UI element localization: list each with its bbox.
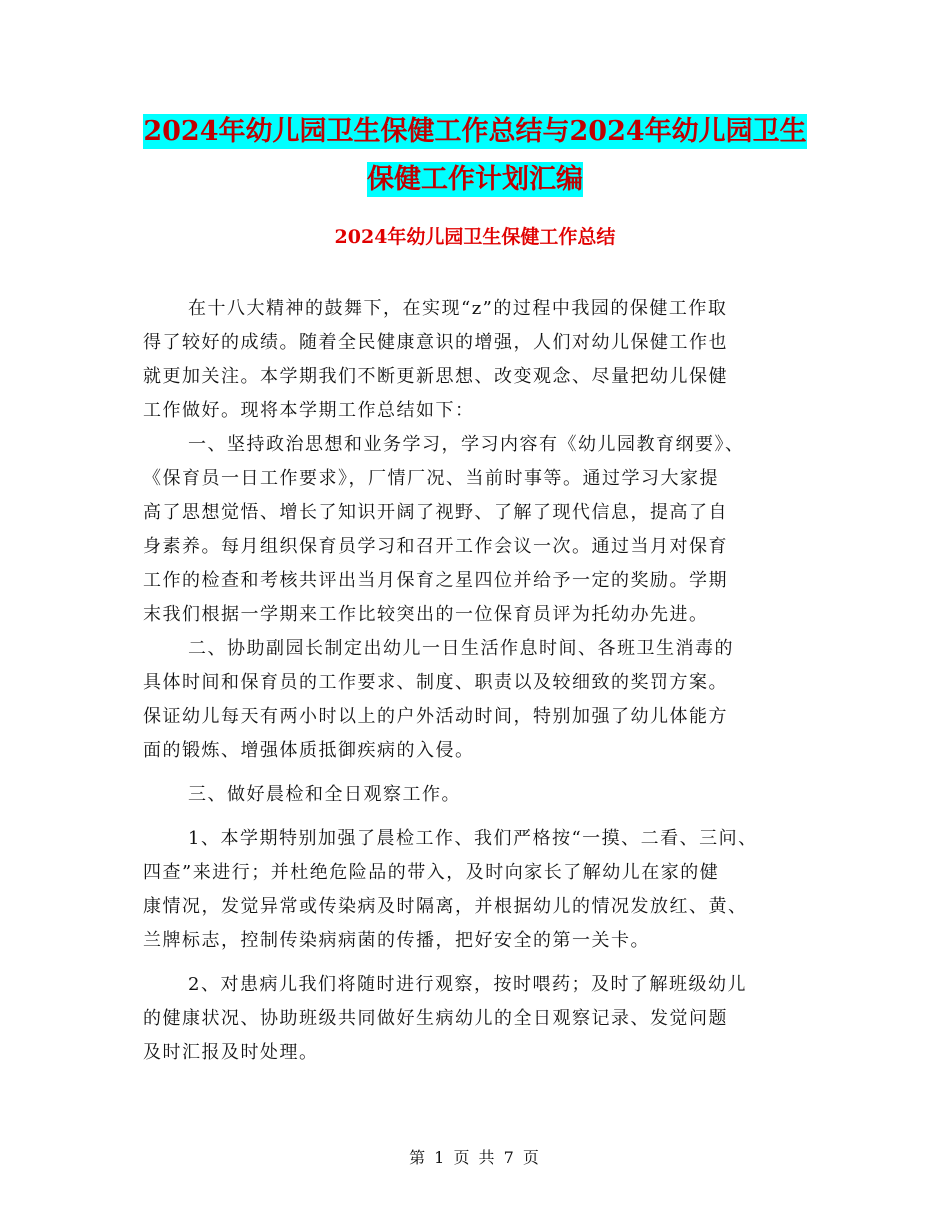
paragraph-line: 二、协助副园长制定出幼儿一日生活作息时间、各班卫生消毒的: [188, 638, 734, 659]
paragraph-line: 工作做好。现将本学期工作总结如下：: [143, 400, 475, 421]
page-number: 第 1 页 共 7 页: [409, 1148, 541, 1167]
paragraph-line: 四查”来进行；并杜绝危险品的带入，及时向家长了解幼儿在家的健: [143, 862, 720, 883]
title-line-1: 2024年幼儿园卫生保健工作总结与2024年幼儿园卫生: [143, 116, 807, 147]
paragraph-line: 1、本学期特别加强了晨检工作、我们严格按“一摸、二看、三问、: [188, 828, 758, 849]
title-line-2: 保健工作计划汇编: [367, 164, 583, 195]
paragraph-line: 《保育员一日工作要求》，厂情厂况、当前时事等。通过学习大家提: [143, 468, 719, 489]
section-title: 2024年幼儿园卫生保健工作总结: [334, 226, 616, 248]
document-title: [0, 108, 950, 204]
paragraph-line: 2、对患病儿我们将随时进行观察，按时喂药；及时了解班级幼儿: [188, 974, 747, 995]
paragraph-line: 的健康状况、协助班级共同做好生病幼儿的全日观察记录、发觉问题: [143, 1008, 728, 1029]
paragraph-line: 三、做好晨检和全日观察工作。: [188, 784, 461, 805]
document-body: [143, 292, 833, 1070]
paragraph-line: 就更加关注。本学期我们不断更新思想、改变观念、尽量把幼儿保健: [143, 366, 728, 387]
paragraph-line: 末我们根据一学期来工作比较突出的一位保育员评为托幼办先进。: [143, 604, 709, 625]
paragraph-line: 保证幼儿每天有两小时以上的户外活动时间，特别加强了幼儿体能方: [143, 706, 728, 727]
paragraph-line: 一、坚持政治思想和业务学习，学习内容有《幼儿园教育纲要》、: [188, 434, 745, 455]
paragraph-line: 面的锻炼、增强体质抵御疾病的入侵。: [143, 740, 475, 761]
paragraph-line: 工作的检查和考核共评出当月保育之星四位并给予一定的奖励。学期: [143, 570, 728, 591]
paragraph-line: 高了思想觉悟、增长了知识开阔了视野、了解了现代信息，提高了自: [143, 502, 728, 523]
paragraph-line: 身素养。每月组织保育员学习和召开工作会议一次。通过当月对保育: [143, 536, 728, 557]
paragraph-line: 及时汇报及时处理。: [143, 1042, 319, 1063]
paragraph-line: 具体时间和保育员的工作要求、制度、职责以及较细致的奖罚方案。: [143, 672, 728, 693]
paragraph-line: 康情况，发觉异常或传染病及时隔离，并根据幼儿的情况发放红、黄、: [143, 896, 748, 917]
paragraph-line: 在十八大精神的鼓舞下，在实现“z”的过程中我园的保健工作取: [188, 298, 728, 319]
paragraph-line: 得了较好的成绩。随着全民健康意识的增强，人们对幼儿保健工作也: [143, 332, 728, 353]
paragraph-line: 兰牌标志，控制传染病病菌的传播，把好安全的第一关卡。: [143, 930, 650, 951]
